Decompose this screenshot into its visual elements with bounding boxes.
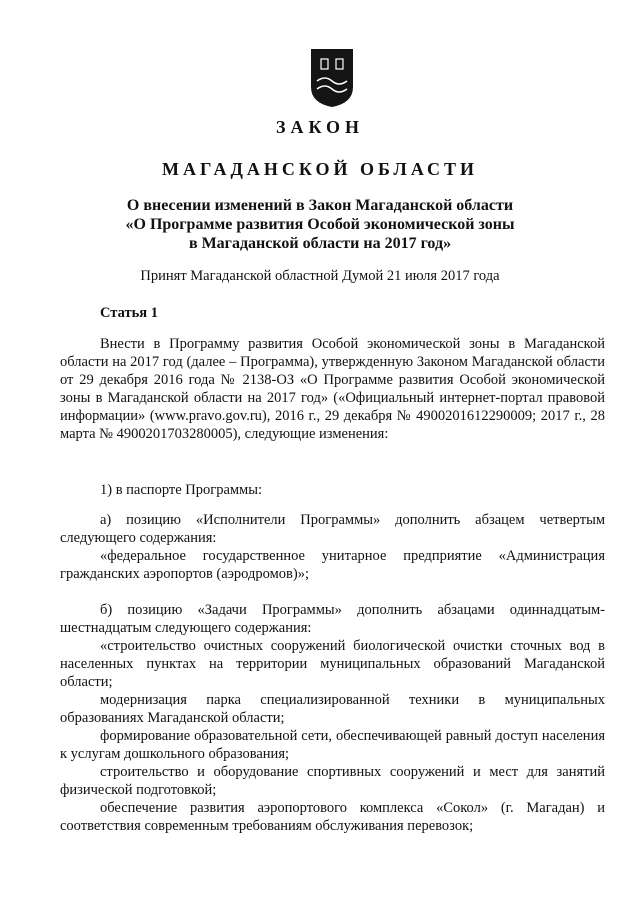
item-1-block (60, 481, 605, 499)
item-b-text: модернизация парка специализированной техники в муниципальных образованиях Магаданской области; (60, 692, 605, 726)
subject-line: в Магаданской области на 2017 год» (188, 235, 452, 252)
coat-of-arms-icon (309, 47, 355, 109)
law-subject (40, 196, 600, 253)
item-b-text: строительство и оборудование спортивных сооружений и мест для занятий физической подготовкой; (60, 764, 605, 798)
item-a-block (60, 511, 605, 583)
item-a-intro: а) позицию «Исполнители Программы» дополнить абзацем четвертым следующего содержания: (60, 512, 605, 546)
item-a-text: «федеральное государственное унитарное предприятие «Администрация гражданских аэропортов (аэродромов)»; (60, 548, 605, 582)
item-b-intro: б) позицию «Задачи Программы» дополнить абзацами одиннадцатым-шестнадцатым следующего содержания: (60, 602, 605, 636)
item-b-block (60, 601, 605, 835)
item-1: 1) в паспорте Программы: (100, 482, 262, 498)
article-heading: Статья 1 (100, 305, 158, 321)
item-b-text: формирование образовательной сети, обеспечивающей равный доступ населения к услугам дошкольного образования; (60, 728, 605, 762)
item-b-text: обеспечение развития аэропортового комплекса «Сокол» (г. Магадан) и соответствия современным требованиям обслуживания перевозок; (60, 800, 605, 834)
law-title: ЗАКОН (275, 117, 365, 137)
subject-line: О внесении изменений в Закон Магаданской области (126, 197, 514, 214)
region-title: МАГАДАНСКОЙ ОБЛАСТИ (162, 159, 478, 179)
item-b-text: «строительство очистных сооружений биологической очистки сточных вод в населенных пунктах на территории муниципальных образований Магаданской области; (60, 638, 605, 690)
subject-line: «О Программе развития Особой экономической зоны (125, 216, 515, 233)
article-intro: Внести в Программу развития Особой экономической зоны в Магаданской области на 2017 год (далее – Программа), утвержденную Законом Магаданской области от 29 декабря 2016 года № 2138-ОЗ «О Программе развития Особой экономической зоны в Магаданской области на 2017 год» («Официальный интернет-портал правовой информации» (www.pravo.gov.ru), 2016 г., 29 декабря № 4900201612290009; 2017 г., 28 марта № 4900201703280005), следующие изменения: (60, 336, 605, 442)
adoption-note: Принят Магаданской областной Думой 21 июля 2017 года (140, 268, 500, 284)
article-intro-block (60, 335, 605, 443)
